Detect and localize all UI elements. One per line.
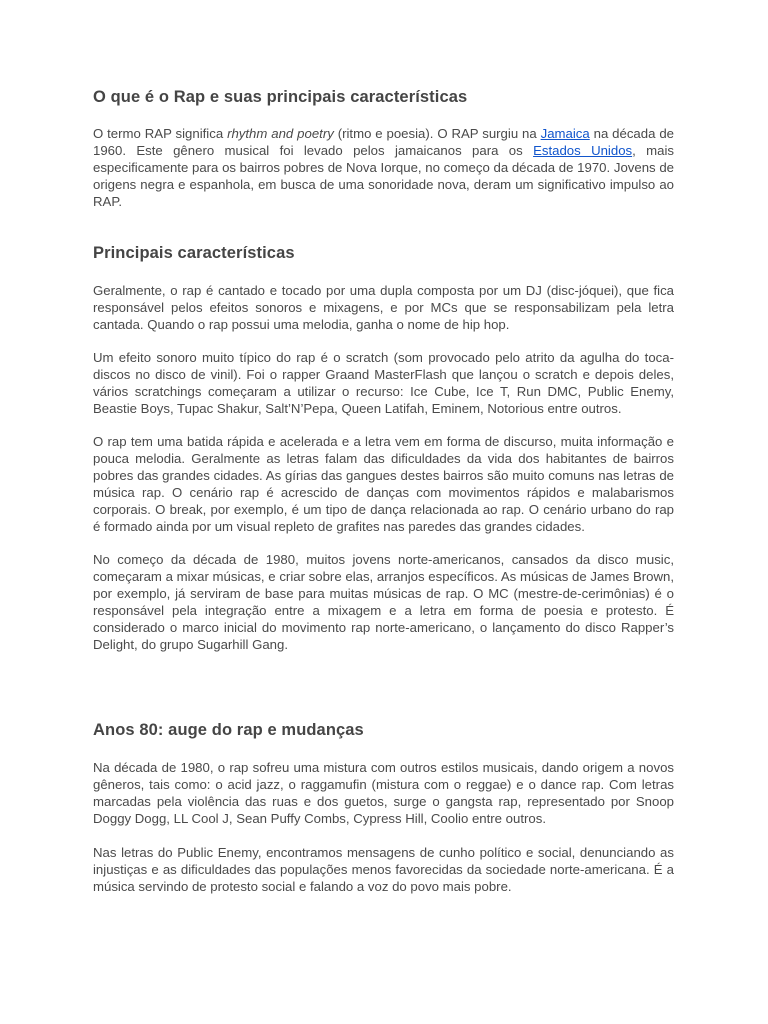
link-jamaica[interactable]: Jamaica — [540, 126, 590, 141]
link-estados-unidos[interactable]: Estados Unidos — [533, 143, 633, 158]
paragraph-early-1980s: No começo da década de 1980, muitos jovens norte-americanos, cansados da disco music, começaram a mixar músicas, e criar sobre elas, arranjos específicos. As músicas de James Brown, por exemplo, já serviram de base para muitas músicas de rap. O MC (mestre-de-cerimônias) é o responsável pela integração entre a mixagem e a letra em forma de poesia e protesto. É considerado o marco inicial do movimento rap norte-americano, o lançamento do disco Rapper’s Delight, do grupo Sugarhill Gang. — [93, 552, 674, 652]
section-title-what-is-rap: O que é o Rap e suas principais características — [93, 88, 468, 106]
text-segment: O termo RAP significa — [93, 126, 228, 141]
text-segment: , mais especificamente para os bairros pobres de Nova Iorque, no começo da década de 1970. Jovens de origens negra e espanhola, em busca de uma sonoridade nova, deram um significativo impulso ao RAP. — [93, 143, 674, 209]
section-title-main-characteristics: Principais características — [93, 244, 295, 262]
document-page — [93, 0, 674, 895]
italic-term: rhythm and poetry — [227, 126, 334, 141]
section-title-80s: Anos 80: auge do rap e mudanças — [93, 721, 364, 739]
paragraph-beat-lyrics: O rap tem uma batida rápida e acelerada e a letra vem em forma de discurso, muita informação e pouca melodia. Geralmente as letras falam das dificuldades da vida dos habitantes de bairros pobres das grandes cidades. As gírias das gangues destes bairros são muito comuns nas letras de música rap. O cenário rap é acrescido de danças com movimentos rápidos e malabarismos corporais. O break, por exemplo, é um tipo de dança relacionada ao rap. O cenário urbano do rap é formado ainda por um visual repleto de grafites nas paredes das grandes cidades. — [93, 434, 674, 534]
text-segment: (ritmo e poesia). O RAP surgiu na — [333, 126, 541, 141]
paragraph-scratch: Um efeito sonoro muito típico do rap é o scratch (som provocado pelo atrito da agulha do toca-discos no disco de vinil). Foi o rapper Graand MasterFlash que lançou o scratch e depois deles, vários scratchings começaram a utilizar o recurso: Ice Cube, Ice T, Run DMC, Public Enemy, Beastie Boys, Tupac Shakur, Salt’N’Pepa, Queen Latifah, Eminem, Notorious entre outros. — [93, 350, 674, 416]
paragraph-public-enemy: Nas letras do Public Enemy, encontramos mensagens de cunho político e social, denunciando as injustiças e as dificuldades das populações menos favorecidas da sociedade norte-americana. É a música servindo de protesto social e falando a voz do povo mais pobre. — [93, 845, 674, 894]
text-segment: na década de 1960. Este gênero musical foi levado pelos jamaicanos para os — [93, 126, 674, 158]
paragraph-dj-mcs: Geralmente, o rap é cantado e tocado por uma dupla composta por um DJ (disc-jóquei), que fica responsável pelos efeitos sonoros e mixagens, e por MCs que se responsabilizam pela letra cantada. Quando o rap possui uma melodia, ganha o nome de hip hop. — [93, 283, 674, 332]
paragraph-rap-definition — [93, 125, 674, 210]
paragraph-80s-mixture: Na década de 1980, o rap sofreu uma mistura com outros estilos musicais, dando origem a novos gêneros, tais como: o acid jazz, o raggamufin (mistura com o reggae) e o dance rap. Com letras marcadas pela violência das ruas e dos guetos, surge o gangsta rap, representado por Snoop Doggy Dogg, LL Cool J, Sean Puffy Combs, Cypress Hill, Coolio entre outros. — [93, 760, 674, 826]
